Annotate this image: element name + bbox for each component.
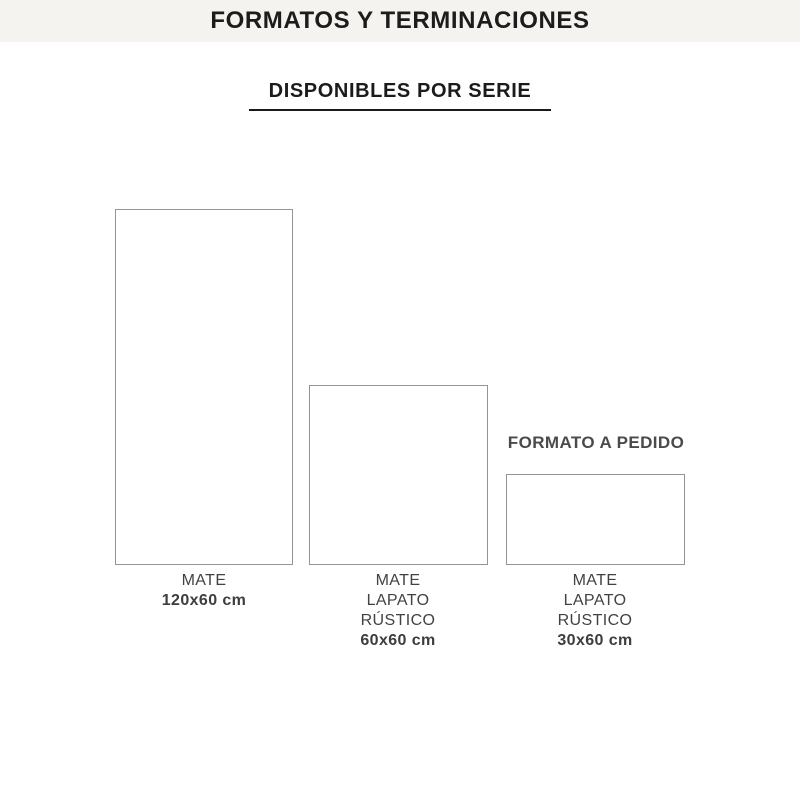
- tile-format-30x60: [506, 474, 685, 565]
- finish-name: RÚSTICO: [360, 612, 436, 629]
- tile-label-120x60: [104, 571, 304, 611]
- subtitle-wrap: [0, 80, 800, 111]
- format-size: 120x60 cm: [161, 592, 247, 609]
- tile-format-120x60: [115, 209, 293, 565]
- finish-name: MATE: [181, 572, 227, 589]
- finish-name: MATE: [572, 572, 618, 589]
- finish-name: RÚSTICO: [557, 612, 633, 629]
- series-subtitle: DISPONIBLES POR SERIE: [249, 80, 552, 111]
- tile-label-60x60: [298, 571, 498, 651]
- header-bar: [0, 0, 800, 42]
- format-size: 60x60 cm: [360, 632, 436, 649]
- made-to-order-note: FORMATO A PEDIDO: [507, 433, 685, 452]
- finish-name: LAPATO: [366, 592, 430, 609]
- page-title: FORMATOS Y TERMINACIONES: [210, 7, 590, 34]
- tile-format-60x60: [309, 385, 488, 565]
- format-size: 30x60 cm: [557, 632, 633, 649]
- tile-label-30x60: [495, 571, 695, 651]
- finish-name: MATE: [375, 572, 421, 589]
- finish-name: LAPATO: [563, 592, 627, 609]
